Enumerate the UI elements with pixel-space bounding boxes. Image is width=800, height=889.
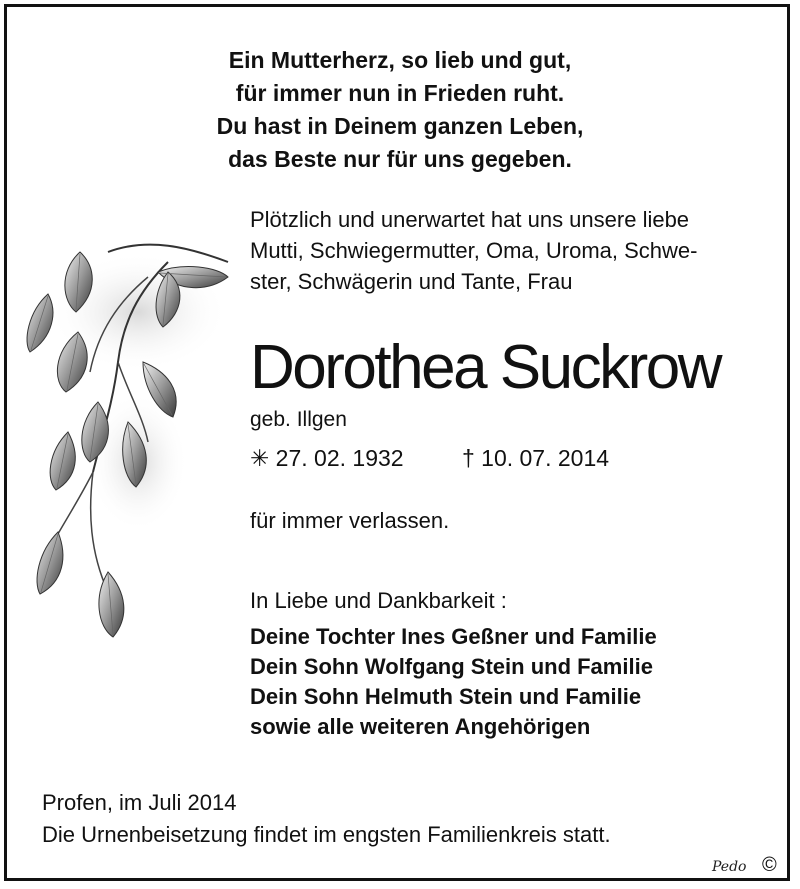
burial-note: Die Urnenbeisetzung findet im engsten Familienkreis statt. — [42, 822, 611, 847]
mourner-line: sowie alle weiteren Angehörigen — [250, 714, 591, 739]
mourners-list — [250, 622, 657, 742]
mourner-line: Deine Tochter Ines Geßner und Familie — [250, 624, 657, 649]
deceased-name: Dorothea Suckrow — [250, 333, 721, 402]
birth-date: 27. 02. 1932 — [275, 445, 404, 471]
poem-line: für immer nun in Frieden ruht. — [235, 80, 565, 106]
poem-line: Du hast in Deinem ganzen Leben, — [216, 113, 584, 139]
gratitude-intro: In Liebe und Dankbarkeit : — [250, 588, 507, 613]
place-and-date: Profen, im Juli 2014 — [42, 790, 237, 815]
designer-signature: Pedo — [712, 859, 747, 875]
birth-star-icon: ✳ — [250, 445, 270, 471]
death-date: 10. 07. 2014 — [481, 445, 610, 471]
mourner-line: Dein Sohn Helmuth Stein und Familie — [250, 684, 642, 709]
birch-branch-illustration — [18, 232, 240, 660]
maiden-name: geb. Illgen — [250, 408, 347, 431]
memorial-poem — [0, 44, 800, 176]
left-us-text: für immer verlassen. — [250, 508, 450, 533]
life-dates — [250, 442, 609, 474]
announcement-line: Mutti, Schwiegermutter, Oma, Uroma, Schwe- — [250, 238, 698, 263]
death-announcement-text — [250, 204, 697, 297]
announcement-line: Plötzlich und unerwartet hat uns unsere liebe — [250, 207, 690, 232]
obituary-footer — [42, 787, 611, 851]
copyright-icon: © — [762, 854, 777, 876]
death-cross-icon: † — [461, 445, 475, 471]
poem-line: Ein Mutterherz, so lieb und gut, — [228, 47, 572, 73]
mourner-line: Dein Sohn Wolfgang Stein und Familie — [250, 654, 653, 679]
announcement-line: ster, Schwägerin und Tante, Frau — [250, 269, 573, 294]
poem-line: das Beste nur für uns gegeben. — [228, 146, 572, 172]
